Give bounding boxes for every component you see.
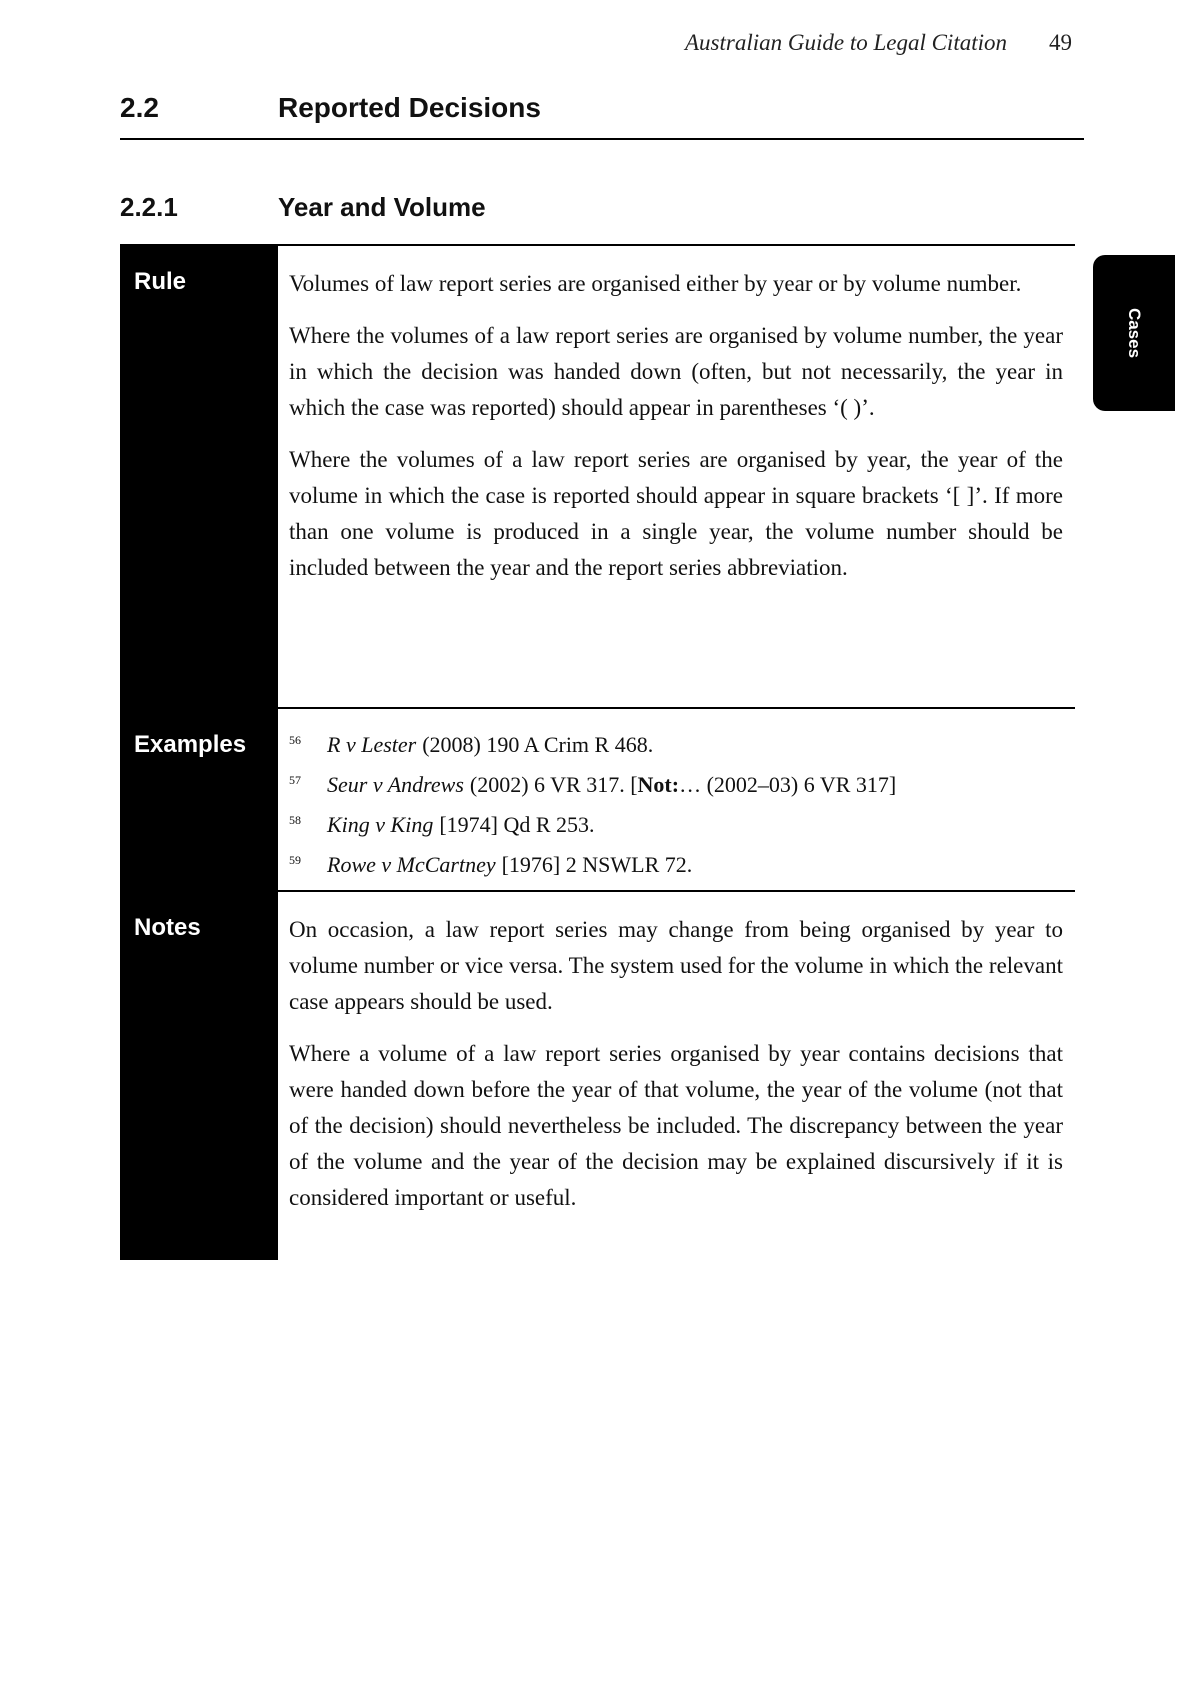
section-title: Reported Decisions (278, 92, 541, 123)
case-citation: [1976] 2 NSWLR 72. (501, 852, 693, 877)
rule-content (278, 246, 1075, 707)
examples-content (278, 709, 1075, 890)
example-item (289, 727, 1063, 767)
case-citation: (2002) 6 VR 317. [ (469, 772, 638, 797)
running-head (685, 30, 1072, 56)
notes-row (120, 890, 1075, 1260)
page-number: 49 (1049, 30, 1072, 55)
footnote-number: 58 (289, 813, 301, 827)
rule-paragraph: Where the volumes of a law report series are organised by year, the year of the volume in which the case is reported should appear in square brackets ‘[ ]’. If more than one volume is produced in a single year, the volume number should be included between the year and the report series abbreviation. (289, 447, 1063, 580)
rule-row (120, 244, 1075, 707)
footnote-number: 56 (289, 733, 301, 747)
notes-paragraph: Where a volume of a law report series organised by year contains decisions that were handed down before the year of that volume, the year of the volume (not that of the decision) should nevertheless be included. The discrepancy between the year of the volume and the year of the decision may be explained discursively if it is considered important or useful. (289, 1041, 1063, 1210)
section-heading (120, 92, 1084, 140)
rule-table (120, 244, 1075, 1260)
footnote-number: 57 (289, 773, 301, 787)
case-name: Rowe v McCartney (327, 852, 496, 877)
notes-label: Notes (120, 892, 278, 1260)
not-citation: … (2002–03) 6 VR 317] (679, 772, 897, 797)
example-item (289, 847, 1063, 887)
examples-list (289, 727, 1063, 887)
case-name: King v King (327, 812, 434, 837)
section-number: 2.2 (120, 92, 159, 123)
case-name: Seur v Andrews (327, 772, 464, 797)
not-label: Not: (637, 772, 680, 797)
example-item (289, 767, 1063, 807)
subsection-title: Year and Volume (278, 192, 486, 222)
case-name: R v Lester (327, 732, 417, 757)
examples-row (120, 707, 1075, 890)
book-title: Australian Guide to Legal Citation (684, 30, 1007, 55)
example-item (289, 807, 1063, 847)
notes-paragraph: On occasion, a law report series may change from being organised by year to volume number or vice versa. The system used for the volume in which the relevant case appears should be used. (289, 917, 1063, 1014)
side-tab-label: Cases (1125, 307, 1144, 359)
examples-label: Examples (120, 709, 278, 890)
notes-content (278, 892, 1075, 1260)
rule-paragraph: Volumes of law report series are organised either by year or by volume number. (289, 271, 1022, 296)
side-tab-cases (1093, 255, 1175, 411)
subsection-number: 2.2.1 (120, 192, 178, 222)
rule-paragraph: Where the volumes of a law report series are organised by volume number, the year in which the decision was handed down (often, but not necessarily, the year in which the case was reported) should appear in parentheses ‘( )’. (289, 323, 1063, 420)
footnote-number: 59 (289, 853, 301, 867)
case-citation: (2008) 190 A Crim R 468. (422, 732, 654, 757)
rule-label: Rule (120, 246, 278, 707)
case-citation: [1974] Qd R 253. (439, 812, 595, 837)
